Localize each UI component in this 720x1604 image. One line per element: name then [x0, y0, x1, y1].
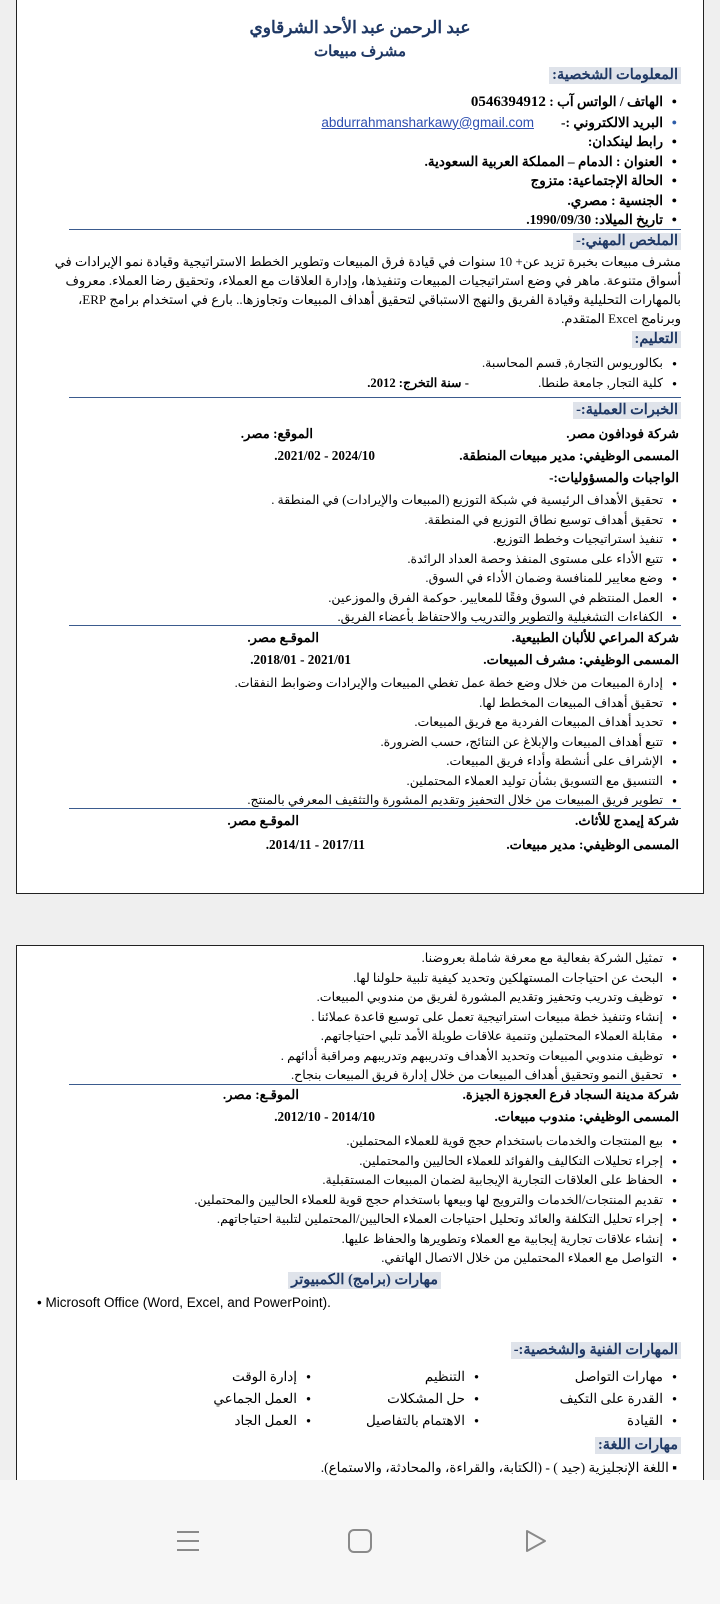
person-name: عبد الرحمن عبد الأحد الشرقاوي	[249, 18, 471, 37]
list-item: ● العمل الجماعي	[171, 1388, 311, 1410]
job3-location: الموقـع مصر.	[227, 813, 299, 828]
job2-location: الموقـع مصر.	[247, 630, 319, 645]
soft-skills-col2	[309, 1366, 479, 1432]
job4-location: الموقـع: مصر.	[222, 1087, 299, 1102]
recents-button[interactable]	[163, 1516, 213, 1566]
education-college: ● كلية التجار, جامعة طنطا. - سنة التخرج: 2012.	[367, 374, 677, 394]
email-link[interactable]: abdurrahmansharkawy@gmail.com	[321, 114, 534, 130]
address-row: ● العنوان : الدمام – المملكة العربية السعودية.	[321, 152, 677, 172]
divider	[69, 808, 681, 809]
language-item: ▪ اللغة الإنجليزية (جيد ) - (الكتابة، والقراءة، والمحادثة، والاستماع).	[320, 1460, 677, 1475]
list-item: ● تحقيق أهداف توسيع نطاق التوزيع في المنطقة.	[271, 511, 677, 531]
back-button[interactable]	[510, 1516, 560, 1566]
list-item: ● إدارة المبيعات من خلال وضع خطة عمل تغطي المبيعات والإيرادات وضوابط النفقات.	[235, 674, 677, 694]
list-item: ● تحقيق الأهداف الرئيسية في شبكة التوزيع (المبيعات والإيرادات) في المنطقة .	[271, 491, 677, 511]
list-item: ● القدرة على التكيف	[497, 1388, 677, 1410]
job2-duties	[235, 674, 677, 811]
nationality-row: ● الجنسية : مصري.	[321, 191, 677, 211]
job4-period: 2014/10 - 2012/10.	[274, 1109, 375, 1124]
personal-list	[321, 92, 677, 230]
list-item: ● القيادة	[497, 1410, 677, 1432]
divider	[69, 1084, 681, 1085]
job2-role: المسمى الوظيفي: مشرف المبيعات.	[483, 652, 679, 667]
list-item: ● تحقيق النمو وتحقيق أهداف المبيعات من خلال إدارة فريق المبيعات بنجاح.	[281, 1066, 677, 1086]
email-row: ● البريد الالكتروني :- abdurrahmansharkawy@gmail.com	[321, 113, 677, 133]
job1-role: المسمى الوظيفي: مدير مبيعات المنطقة.	[459, 448, 679, 463]
language-heading: مهارات اللغة:	[595, 1437, 681, 1454]
personal-heading: المعلومات الشخصية:	[549, 67, 681, 84]
summary-text: مشرف مبيعات بخبرة تزيد عن+ 10 سنوات في قيادة فرق المبيعات وتطوير الخطط الاستراتيجية وقيادة نمو الإيرادات في أسواق متنوعة. ماهر في وضع استراتيجيات المبيعات وتنفيذها، وإدارة العلاقات مع العملاء، وتحقيق رضا العملاء. معروف بالمهارات التحليلية وقيادة الفريق والنهج الاستباقي لتحقيق أهداف المبيعات وتجاوزها.. بارع في استخدام برامج ERP، وبرنامج Excel المتقدم.	[54, 254, 681, 326]
menu-icon	[175, 1528, 201, 1554]
job3-period: 2017/11 - 2014/11.	[265, 837, 365, 852]
education-degree: ● بكالوريوس التجارة, قسم المحاسبة.	[367, 354, 677, 374]
education-heading: التعليم:	[632, 331, 681, 348]
job4-duties	[194, 1132, 677, 1269]
list-item: ● تحقيق أهداف المبيعات المخطط لها.	[235, 694, 677, 714]
soft-skills-col1	[497, 1366, 677, 1432]
list-item: ● تنفيذ استراتيجيات وخطط التوزيع.	[271, 530, 677, 550]
home-icon	[347, 1528, 373, 1554]
list-item: ● إنشاء علاقات تجارية إيجابية مع العملاء وتطويرها والحفاظ عليها.	[194, 1230, 677, 1250]
list-item: ● التواصل مع العملاء المحتملين من خلال الاتصال الهاتفي.	[194, 1249, 677, 1269]
list-item: ● التنظيم	[309, 1366, 479, 1388]
marital-row: ● الحالة الإجتماعية: متزوج	[321, 171, 677, 191]
list-item: ● تقديم المنتجات/الخدمات والترويج لها وبيعها باستخدام حجج قوية للعملاء الحاليين والمحتملين.	[194, 1191, 677, 1211]
list-item: ● إجراء تحليلات التكاليف والفوائد للعملاء الحاليين والمحتملين.	[194, 1152, 677, 1172]
soft-skills-col3	[171, 1366, 311, 1432]
soft-skills-heading: المهارات الفنية والشخصية:-	[511, 1342, 681, 1359]
list-item: ● إنشاء وتنفيذ خطة مبيعات استراتيجية تعمل على توسيع قاعدة عملائنا .	[281, 1008, 677, 1028]
job2-period: 2021/01 - 2018/01.	[250, 652, 351, 667]
linkedin-row: ● رابط لينكدان:	[321, 132, 677, 152]
job2-company: شركة المراعي للألبان الطبيعية.	[511, 630, 679, 645]
list-item: ● تتبع الأداء على مستوى المنفذ وحصة العداد الرائدة.	[271, 550, 677, 570]
system-navigation-bar	[0, 1480, 720, 1604]
summary-heading: الملخص المهني:-	[573, 233, 681, 250]
list-item: ● البحث عن احتياجات المستهلكين وتحديد كيفية تلبية حلولنا لها.	[281, 969, 677, 989]
list-item: ● تمثيل الشركة بفعالية مع معرفة شاملة بعروضنا.	[281, 949, 677, 969]
computer-skills-item: • Microsoft Office (Word, Excel, and PowerPoint).	[37, 1295, 331, 1310]
job1-period: 2024/10 - 2021/02.	[274, 448, 375, 463]
job1-duties-heading: الواجبات والمسؤوليات:-	[549, 470, 679, 485]
job3-company: شركة إيمدج للأثاث.	[575, 813, 679, 828]
job4-role: المسمى الوظيفي: مندوب مبيعات.	[494, 1109, 679, 1124]
list-item: ● إدارة الوقت	[171, 1366, 311, 1388]
list-item: ● تحديد أهداف المبيعات الفردية مع فريق المبيعات.	[235, 713, 677, 733]
job4-company: شركة مدينة السجاد فرع العجوزة الجيزة.	[462, 1087, 679, 1102]
job1-location: الموقع: مصر.	[240, 426, 313, 441]
computer-skills-heading: مهارات (برامج) الكمبيوتر	[288, 1272, 441, 1289]
list-item: ● العمل المنتظم في السوق وفقًا للمعايير. حوكمة الفرق والموزعين.	[271, 589, 677, 609]
list-item: ● إجراء تحليل التكلفة والعائد وتحليل احتياجات العملاء الحاليين/المحتملين لتلبية احتياجاتهم.	[194, 1210, 677, 1230]
list-item: ● الاهتمام بالتفاصيل	[309, 1410, 479, 1432]
divider	[69, 229, 681, 230]
list-item: ● توظيف وتدريب وتحفيز وتقديم المشورة لفريق من مندوبي المبيعات.	[281, 988, 677, 1008]
job1-company: شركة فودافون مصر.	[566, 426, 679, 441]
resume-page-2	[16, 945, 704, 1515]
education-list	[367, 354, 677, 393]
list-item: ● بيع المنتجات والخدمات باستخدام حجج قوية للعملاء المحتملين.	[194, 1132, 677, 1152]
job3-duties	[281, 949, 677, 1086]
home-button[interactable]	[335, 1516, 385, 1566]
list-item: ● مهارات التواصل	[497, 1366, 677, 1388]
job3-role: المسمى الوظيفي: مدير مبيعات.	[506, 837, 679, 852]
list-item: ● وضع معايير للمنافسة وضمان الأداء في السوق.	[271, 569, 677, 589]
list-item: ● التنسيق مع التسويق بشأن توليد العملاء المحتملين.	[235, 772, 677, 792]
divider	[69, 625, 681, 626]
divider	[69, 397, 681, 398]
birth-row: ● تاريخ الميلاد: 1990/09/30.	[321, 210, 677, 230]
list-item: ● حل المشكلات	[309, 1388, 479, 1410]
list-item: ● العمل الجاد	[171, 1410, 311, 1432]
list-item: ● توظيف مندوبي المبيعات وتحديد الأهداف وتدريبهم وتدريبهم ومراقبة أدائهم .	[281, 1047, 677, 1067]
person-title: مشرف مبيعات	[313, 44, 406, 60]
list-item: ● الحفاظ على العلاقات التجارية الإيجابية لضمان المبيعات المستقبلية.	[194, 1171, 677, 1191]
list-item: ● الكفاءات التشغيلية والتطوير والتدريب والاحتفاظ بأعضاء الفريق.	[271, 608, 677, 628]
resume-page-1	[16, 0, 704, 894]
back-icon	[522, 1528, 548, 1554]
job1-duties	[271, 491, 677, 628]
list-item: ● الإشراف على أنشطة وأداء فريق المبيعات.	[235, 752, 677, 772]
list-item: ● مقابلة العملاء المحتملين وتنمية علاقات طويلة الأمد تلبي احتياجاتهم.	[281, 1027, 677, 1047]
experience-heading: الخبرات العملية:-	[573, 402, 681, 419]
list-item: ● تطوير فريق المبيعات من خلال التحفيز وتقديم المشورة والتثقيف المعرفي بالمنتج.	[235, 791, 677, 811]
phone-row: ● الهاتف / الواتس آب : 0546394912	[321, 92, 677, 113]
list-item: ● تتبع أهداف المبيعات والإبلاغ عن النتائج، حسب الضرورة.	[235, 733, 677, 753]
